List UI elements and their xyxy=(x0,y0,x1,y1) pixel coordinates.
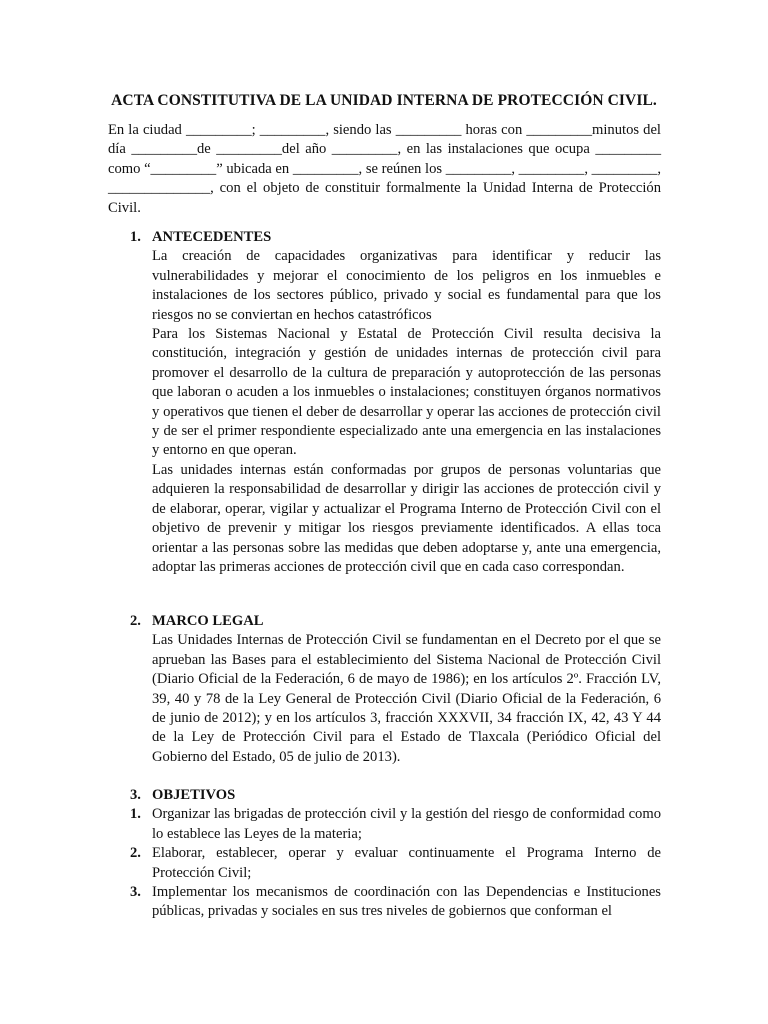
section-number: 3. xyxy=(130,787,141,803)
section-antecedentes xyxy=(108,228,661,577)
section-number: 1. xyxy=(130,229,141,245)
section-body xyxy=(152,631,661,767)
list-item-number: 1. xyxy=(130,806,141,823)
paragraph: Las unidades internas están conformadas por grupos de personas voluntarias que adquieren la responsabilidad de desarrollar y dirigir las acciones de protección civil y de elaborar, operar, vigilar y actualizar el Programa Interno de Protección Civil con el objetivo de prevenir y mitigar los riesgos previamente identificados. A ellas toca orientar a las personas sobre las medidas que deben adoptarse y, ante una emergencia, adoptar las primeras acciones de protección civil que en cada caso correspondan. xyxy=(152,461,661,575)
section-heading xyxy=(108,228,661,247)
section-body xyxy=(152,247,661,577)
list-item-text: Implementar los mecanismos de coordinación con las Dependencias e Instituciones públicas, privadas y sociales en sus tres niveles de gobiernos que conforman el xyxy=(152,884,661,920)
paragraph: Para los Sistemas Nacional y Estatal de Protección Civil resulta decisiva la constitución, integración y gestión de unidades internas de protección civil para promover el desarrollo de la cultura de preparación y autoprotección de las personas que laboran o acuden a los inmuebles o instalaciones; constituyen órganos normativos y operativos que tienen el deber de desarrollar y operar las acciones de protección civil y de ser el primer respondiente especializado ante una emergencia en las instalaciones y entorno en que operan. xyxy=(152,326,661,459)
document-title: ACTA CONSTITUTIVA DE LA UNIDAD INTERNA DE PROTECCIÓN CIVIL. xyxy=(111,92,657,109)
section-heading xyxy=(108,786,661,805)
section-title: ANTECEDENTES xyxy=(152,229,272,245)
section-marco-legal xyxy=(108,612,661,767)
list-item-text: Elaborar, establecer, operar y evaluar continuamente el Programa Interno de Protección Civil; xyxy=(152,845,661,881)
list-item-text: Organizar las brigadas de protección civil y la gestión del riesgo de conformidad como lo establece las Leyes de la materia; xyxy=(152,806,661,842)
section-number: 2. xyxy=(130,613,141,629)
list-item-number: 2. xyxy=(130,845,141,862)
intro-paragraph: En la ciudad _________; _________, siendo las _________ horas con _________minutos del día _________de _________del año _________, en las instalaciones que ocupa _________ como “_________” ubicada en _________, se reúnen los _________, _________, _________, ______________, con el objeto de constituir formalmente la Unidad Interna de Protección Civil. xyxy=(108,122,661,216)
section-objetivos xyxy=(108,786,661,922)
section-title: OBJETIVOS xyxy=(152,787,236,803)
section-title: MARCO LEGAL xyxy=(152,613,264,629)
section-heading xyxy=(108,612,661,631)
list-item xyxy=(108,805,661,844)
list-item xyxy=(108,883,661,922)
list-item-number: 3. xyxy=(130,884,141,901)
paragraph: Las Unidades Internas de Protección Civil se fundamentan en el Decreto por el que se aprueban las Bases para el establecimiento del Sistema Nacional de Protección Civil (Diario Oficial de la Federación, 6 de mayo de 1986); en los artículos 2º. Fracción LV, 39, 40 y 78 de la Ley General de Protección Civil (Diario Oficial de la Federación, 6 de junio de 2012); y en los artículos 3, fracción XXXVII, 34 fracción IX, 42, 43 Y 44 de la Ley de Protección Civil para el Estado de Tlaxcala (Periódico Oficial del Gobierno del Estado, 05 de julio de 2013). xyxy=(152,632,661,765)
list-item xyxy=(108,844,661,883)
paragraph: La creación de capacidades organizativas para identificar y reducir las vulnerabilidades y mejorar el conocimiento de los peligros en los inmuebles e instalaciones de los sectores público, privado y social es fundamental para que los riesgos no se conviertan en hechos catastróficos xyxy=(152,248,661,323)
